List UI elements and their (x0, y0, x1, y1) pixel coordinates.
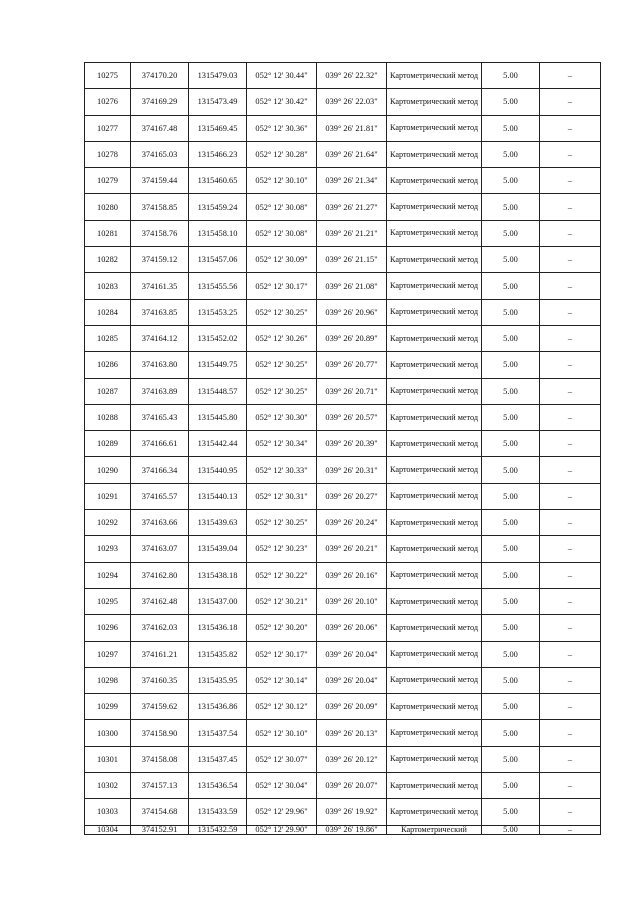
accuracy-cell: 5.00 (482, 168, 540, 194)
accuracy-cell: 5.00 (482, 299, 540, 325)
accuracy-cell: 5.00 (482, 825, 540, 834)
x-coordinate-cell: 374162.80 (131, 562, 189, 588)
description-cell: – (540, 299, 601, 325)
description-cell: – (540, 273, 601, 299)
y-coordinate-cell: 1315439.04 (189, 536, 247, 562)
table-row (85, 352, 601, 378)
table-row (85, 404, 601, 430)
description-cell: – (540, 588, 601, 614)
point-number-cell: 10286 (85, 352, 131, 378)
latitude-cell: 052° 12' 30.20" (247, 615, 317, 641)
y-coordinate-cell: 1315445.80 (189, 404, 247, 430)
method-cell: Картометрический метод (387, 168, 482, 194)
method-cell: Картометрический метод (387, 404, 482, 430)
method-cell: Картометрический метод (387, 746, 482, 772)
accuracy-cell: 5.00 (482, 510, 540, 536)
y-coordinate-cell: 1315457.06 (189, 247, 247, 273)
table-row (85, 720, 601, 746)
point-number-cell: 10275 (85, 63, 131, 89)
accuracy-cell: 5.00 (482, 247, 540, 273)
description-cell: – (540, 510, 601, 536)
y-coordinate-cell: 1315435.95 (189, 667, 247, 693)
description-cell: – (540, 615, 601, 641)
description-cell: – (540, 431, 601, 457)
table-row (85, 247, 601, 273)
latitude-cell: 052° 12' 30.09" (247, 247, 317, 273)
y-coordinate-cell: 1315460.65 (189, 168, 247, 194)
table-row (85, 168, 601, 194)
latitude-cell: 052° 12' 30.08" (247, 194, 317, 220)
method-cell: Картометрический метод (387, 720, 482, 746)
longitude-cell: 039° 26' 21.08" (317, 273, 387, 299)
longitude-cell: 039° 26' 21.15" (317, 247, 387, 273)
description-cell: – (540, 641, 601, 667)
method-cell: Картометрический метод (387, 510, 482, 536)
point-number-cell: 10300 (85, 720, 131, 746)
y-coordinate-cell: 1315437.00 (189, 588, 247, 614)
method-cell: Картометрический метод (387, 641, 482, 667)
description-cell: – (540, 220, 601, 246)
coordinates-table (84, 62, 601, 835)
latitude-cell: 052° 12' 30.04" (247, 773, 317, 799)
accuracy-cell: 5.00 (482, 273, 540, 299)
latitude-cell: 052° 12' 30.28" (247, 141, 317, 167)
latitude-cell: 052° 12' 30.42" (247, 89, 317, 115)
longitude-cell: 039° 26' 20.71" (317, 378, 387, 404)
y-coordinate-cell: 1315433.59 (189, 799, 247, 825)
latitude-cell: 052° 12' 30.33" (247, 457, 317, 483)
description-cell: – (540, 562, 601, 588)
table-row (85, 194, 601, 220)
longitude-cell: 039° 26' 20.31" (317, 457, 387, 483)
y-coordinate-cell: 1315435.82 (189, 641, 247, 667)
latitude-cell: 052° 12' 30.14" (247, 667, 317, 693)
x-coordinate-cell: 374159.44 (131, 168, 189, 194)
longitude-cell: 039° 26' 20.06" (317, 615, 387, 641)
x-coordinate-cell: 374163.80 (131, 352, 189, 378)
description-cell: – (540, 483, 601, 509)
table-row (85, 536, 601, 562)
latitude-cell: 052° 12' 30.23" (247, 536, 317, 562)
table-row (85, 378, 601, 404)
table-row (85, 799, 601, 825)
table-row (85, 667, 601, 693)
method-cell: Картометрический метод (387, 536, 482, 562)
x-coordinate-cell: 374160.35 (131, 667, 189, 693)
latitude-cell: 052° 12' 30.22" (247, 562, 317, 588)
latitude-cell: 052° 12' 30.44" (247, 63, 317, 89)
x-coordinate-cell: 374167.48 (131, 115, 189, 141)
latitude-cell: 052° 12' 29.90" (247, 825, 317, 834)
longitude-cell: 039° 26' 22.03" (317, 89, 387, 115)
latitude-cell: 052° 12' 30.34" (247, 431, 317, 457)
longitude-cell: 039° 26' 21.27" (317, 194, 387, 220)
latitude-cell: 052° 12' 30.36" (247, 115, 317, 141)
table-row (85, 431, 601, 457)
point-number-cell: 10295 (85, 588, 131, 614)
latitude-cell: 052° 12' 30.07" (247, 746, 317, 772)
description-cell: – (540, 247, 601, 273)
method-cell: Картометрический метод (387, 247, 482, 273)
y-coordinate-cell: 1315436.18 (189, 615, 247, 641)
y-coordinate-cell: 1315436.54 (189, 773, 247, 799)
point-number-cell: 10276 (85, 89, 131, 115)
method-cell: Картометрический (387, 825, 482, 834)
method-cell: Картометрический метод (387, 115, 482, 141)
accuracy-cell: 5.00 (482, 325, 540, 351)
x-coordinate-cell: 374158.08 (131, 746, 189, 772)
point-number-cell: 10284 (85, 299, 131, 325)
description-cell: – (540, 352, 601, 378)
point-number-cell: 10282 (85, 247, 131, 273)
x-coordinate-cell: 374159.62 (131, 694, 189, 720)
y-coordinate-cell: 1315452.02 (189, 325, 247, 351)
description-cell: – (540, 378, 601, 404)
table-row (85, 562, 601, 588)
longitude-cell: 039° 26' 20.89" (317, 325, 387, 351)
method-cell: Картометрический метод (387, 588, 482, 614)
y-coordinate-cell: 1315438.18 (189, 562, 247, 588)
longitude-cell: 039° 26' 20.77" (317, 352, 387, 378)
x-coordinate-cell: 374152.91 (131, 825, 189, 834)
longitude-cell: 039° 26' 20.13" (317, 720, 387, 746)
point-number-cell: 10277 (85, 115, 131, 141)
method-cell: Картометрический метод (387, 220, 482, 246)
method-cell: Картометрический метод (387, 299, 482, 325)
accuracy-cell: 5.00 (482, 483, 540, 509)
x-coordinate-cell: 374158.85 (131, 194, 189, 220)
y-coordinate-cell: 1315442.44 (189, 431, 247, 457)
accuracy-cell: 5.00 (482, 720, 540, 746)
x-coordinate-cell: 374161.35 (131, 273, 189, 299)
x-coordinate-cell: 374163.66 (131, 510, 189, 536)
point-number-cell: 10281 (85, 220, 131, 246)
longitude-cell: 039° 26' 22.32" (317, 63, 387, 89)
longitude-cell: 039° 26' 20.57" (317, 404, 387, 430)
table-row (85, 641, 601, 667)
accuracy-cell: 5.00 (482, 694, 540, 720)
description-cell: – (540, 404, 601, 430)
latitude-cell: 052° 12' 30.17" (247, 273, 317, 299)
longitude-cell: 039° 26' 20.04" (317, 641, 387, 667)
latitude-cell: 052° 12' 30.21" (247, 588, 317, 614)
method-cell: Картометрический метод (387, 694, 482, 720)
point-number-cell: 10293 (85, 536, 131, 562)
point-number-cell: 10298 (85, 667, 131, 693)
x-coordinate-cell: 374164.12 (131, 325, 189, 351)
point-number-cell: 10302 (85, 773, 131, 799)
y-coordinate-cell: 1315459.24 (189, 194, 247, 220)
description-cell: – (540, 63, 601, 89)
method-cell: Картометрический метод (387, 141, 482, 167)
accuracy-cell: 5.00 (482, 352, 540, 378)
method-cell: Картометрический метод (387, 667, 482, 693)
description-cell: – (540, 141, 601, 167)
accuracy-cell: 5.00 (482, 194, 540, 220)
table-row (85, 115, 601, 141)
y-coordinate-cell: 1315479.03 (189, 63, 247, 89)
x-coordinate-cell: 374158.90 (131, 720, 189, 746)
table-row (85, 588, 601, 614)
accuracy-cell: 5.00 (482, 615, 540, 641)
point-number-cell: 10289 (85, 431, 131, 457)
point-number-cell: 10299 (85, 694, 131, 720)
latitude-cell: 052° 12' 30.25" (247, 510, 317, 536)
method-cell: Картометрический метод (387, 457, 482, 483)
x-coordinate-cell: 374158.76 (131, 220, 189, 246)
latitude-cell: 052° 12' 30.08" (247, 220, 317, 246)
accuracy-cell: 5.00 (482, 89, 540, 115)
y-coordinate-cell: 1315458.10 (189, 220, 247, 246)
accuracy-cell: 5.00 (482, 799, 540, 825)
accuracy-cell: 5.00 (482, 378, 540, 404)
point-number-cell: 10290 (85, 457, 131, 483)
y-coordinate-cell: 1315453.25 (189, 299, 247, 325)
description-cell: – (540, 168, 601, 194)
accuracy-cell: 5.00 (482, 746, 540, 772)
y-coordinate-cell: 1315437.54 (189, 720, 247, 746)
point-number-cell: 10292 (85, 510, 131, 536)
table-row (85, 483, 601, 509)
accuracy-cell: 5.00 (482, 562, 540, 588)
latitude-cell: 052° 12' 30.25" (247, 299, 317, 325)
latitude-cell: 052° 12' 30.26" (247, 325, 317, 351)
y-coordinate-cell: 1315473.49 (189, 89, 247, 115)
longitude-cell: 039° 26' 19.86" (317, 825, 387, 834)
accuracy-cell: 5.00 (482, 220, 540, 246)
x-coordinate-cell: 374162.03 (131, 615, 189, 641)
accuracy-cell: 5.00 (482, 773, 540, 799)
method-cell: Картометрический метод (387, 352, 482, 378)
method-cell: Картометрический метод (387, 799, 482, 825)
accuracy-cell: 5.00 (482, 536, 540, 562)
description-cell: – (540, 115, 601, 141)
longitude-cell: 039° 26' 20.21" (317, 536, 387, 562)
longitude-cell: 039° 26' 21.64" (317, 141, 387, 167)
description-cell: – (540, 799, 601, 825)
point-number-cell: 10287 (85, 378, 131, 404)
y-coordinate-cell: 1315466.23 (189, 141, 247, 167)
method-cell: Картометрический метод (387, 89, 482, 115)
method-cell: Картометрический метод (387, 562, 482, 588)
x-coordinate-cell: 374165.03 (131, 141, 189, 167)
x-coordinate-cell: 374163.07 (131, 536, 189, 562)
point-number-cell: 10285 (85, 325, 131, 351)
longitude-cell: 039° 26' 20.16" (317, 562, 387, 588)
y-coordinate-cell: 1315455.56 (189, 273, 247, 299)
table-row (85, 325, 601, 351)
description-cell: – (540, 194, 601, 220)
latitude-cell: 052° 12' 29.96" (247, 799, 317, 825)
point-number-cell: 10297 (85, 641, 131, 667)
point-number-cell: 10283 (85, 273, 131, 299)
longitude-cell: 039° 26' 20.10" (317, 588, 387, 614)
x-coordinate-cell: 374154.68 (131, 799, 189, 825)
longitude-cell: 039° 26' 20.27" (317, 483, 387, 509)
table-row (85, 220, 601, 246)
point-number-cell: 10301 (85, 746, 131, 772)
point-number-cell: 10280 (85, 194, 131, 220)
latitude-cell: 052° 12' 30.10" (247, 720, 317, 746)
method-cell: Картометрический метод (387, 431, 482, 457)
latitude-cell: 052° 12' 30.25" (247, 352, 317, 378)
y-coordinate-cell: 1315437.45 (189, 746, 247, 772)
table-row (85, 299, 601, 325)
table-row (85, 89, 601, 115)
latitude-cell: 052° 12' 30.30" (247, 404, 317, 430)
method-cell: Картометрический метод (387, 194, 482, 220)
method-cell: Картометрический метод (387, 63, 482, 89)
method-cell: Картометрический метод (387, 273, 482, 299)
longitude-cell: 039° 26' 19.92" (317, 799, 387, 825)
description-cell: – (540, 825, 601, 834)
accuracy-cell: 5.00 (482, 115, 540, 141)
accuracy-cell: 5.00 (482, 431, 540, 457)
description-cell: – (540, 667, 601, 693)
y-coordinate-cell: 1315449.75 (189, 352, 247, 378)
x-coordinate-cell: 374166.34 (131, 457, 189, 483)
description-cell: – (540, 720, 601, 746)
x-coordinate-cell: 374161.21 (131, 641, 189, 667)
x-coordinate-cell: 374159.12 (131, 247, 189, 273)
longitude-cell: 039° 26' 21.81" (317, 115, 387, 141)
method-cell: Картометрический метод (387, 773, 482, 799)
table-row (85, 273, 601, 299)
point-number-cell: 10304 (85, 825, 131, 834)
table-row (85, 141, 601, 167)
latitude-cell: 052° 12' 30.10" (247, 168, 317, 194)
description-cell: – (540, 536, 601, 562)
method-cell: Картометрический метод (387, 378, 482, 404)
x-coordinate-cell: 374165.43 (131, 404, 189, 430)
accuracy-cell: 5.00 (482, 641, 540, 667)
point-number-cell: 10303 (85, 799, 131, 825)
y-coordinate-cell: 1315440.13 (189, 483, 247, 509)
x-coordinate-cell: 374163.89 (131, 378, 189, 404)
table-row (85, 773, 601, 799)
table-row (85, 63, 601, 89)
table-row (85, 457, 601, 483)
point-number-cell: 10279 (85, 168, 131, 194)
table-row (85, 825, 601, 834)
longitude-cell: 039° 26' 20.24" (317, 510, 387, 536)
longitude-cell: 039° 26' 20.39" (317, 431, 387, 457)
accuracy-cell: 5.00 (482, 404, 540, 430)
longitude-cell: 039° 26' 21.21" (317, 220, 387, 246)
y-coordinate-cell: 1315436.86 (189, 694, 247, 720)
latitude-cell: 052° 12' 30.12" (247, 694, 317, 720)
x-coordinate-cell: 374163.85 (131, 299, 189, 325)
longitude-cell: 039° 26' 20.12" (317, 746, 387, 772)
method-cell: Картометрический метод (387, 325, 482, 351)
longitude-cell: 039° 26' 21.34" (317, 168, 387, 194)
point-number-cell: 10291 (85, 483, 131, 509)
accuracy-cell: 5.00 (482, 141, 540, 167)
latitude-cell: 052° 12' 30.17" (247, 641, 317, 667)
latitude-cell: 052° 12' 30.31" (247, 483, 317, 509)
longitude-cell: 039° 26' 20.07" (317, 773, 387, 799)
point-number-cell: 10288 (85, 404, 131, 430)
y-coordinate-cell: 1315448.57 (189, 378, 247, 404)
x-coordinate-cell: 374170.20 (131, 63, 189, 89)
longitude-cell: 039° 26' 20.04" (317, 667, 387, 693)
table-row (85, 694, 601, 720)
accuracy-cell: 5.00 (482, 588, 540, 614)
accuracy-cell: 5.00 (482, 457, 540, 483)
table-row (85, 746, 601, 772)
y-coordinate-cell: 1315439.63 (189, 510, 247, 536)
x-coordinate-cell: 374157.13 (131, 773, 189, 799)
table-row (85, 510, 601, 536)
x-coordinate-cell: 374166.61 (131, 431, 189, 457)
x-coordinate-cell: 374162.48 (131, 588, 189, 614)
description-cell: – (540, 457, 601, 483)
x-coordinate-cell: 374165.57 (131, 483, 189, 509)
description-cell: – (540, 89, 601, 115)
point-number-cell: 10294 (85, 562, 131, 588)
accuracy-cell: 5.00 (482, 667, 540, 693)
y-coordinate-cell: 1315432.59 (189, 825, 247, 834)
description-cell: – (540, 325, 601, 351)
x-coordinate-cell: 374169.29 (131, 89, 189, 115)
description-cell: – (540, 746, 601, 772)
longitude-cell: 039° 26' 20.96" (317, 299, 387, 325)
point-number-cell: 10278 (85, 141, 131, 167)
method-cell: Картометрический метод (387, 483, 482, 509)
point-number-cell: 10296 (85, 615, 131, 641)
accuracy-cell: 5.00 (482, 63, 540, 89)
longitude-cell: 039° 26' 20.09" (317, 694, 387, 720)
description-cell: – (540, 694, 601, 720)
table-body (85, 63, 601, 835)
description-cell: – (540, 773, 601, 799)
latitude-cell: 052° 12' 30.25" (247, 378, 317, 404)
table-row (85, 615, 601, 641)
method-cell: Картометрический метод (387, 615, 482, 641)
y-coordinate-cell: 1315469.45 (189, 115, 247, 141)
y-coordinate-cell: 1315440.95 (189, 457, 247, 483)
